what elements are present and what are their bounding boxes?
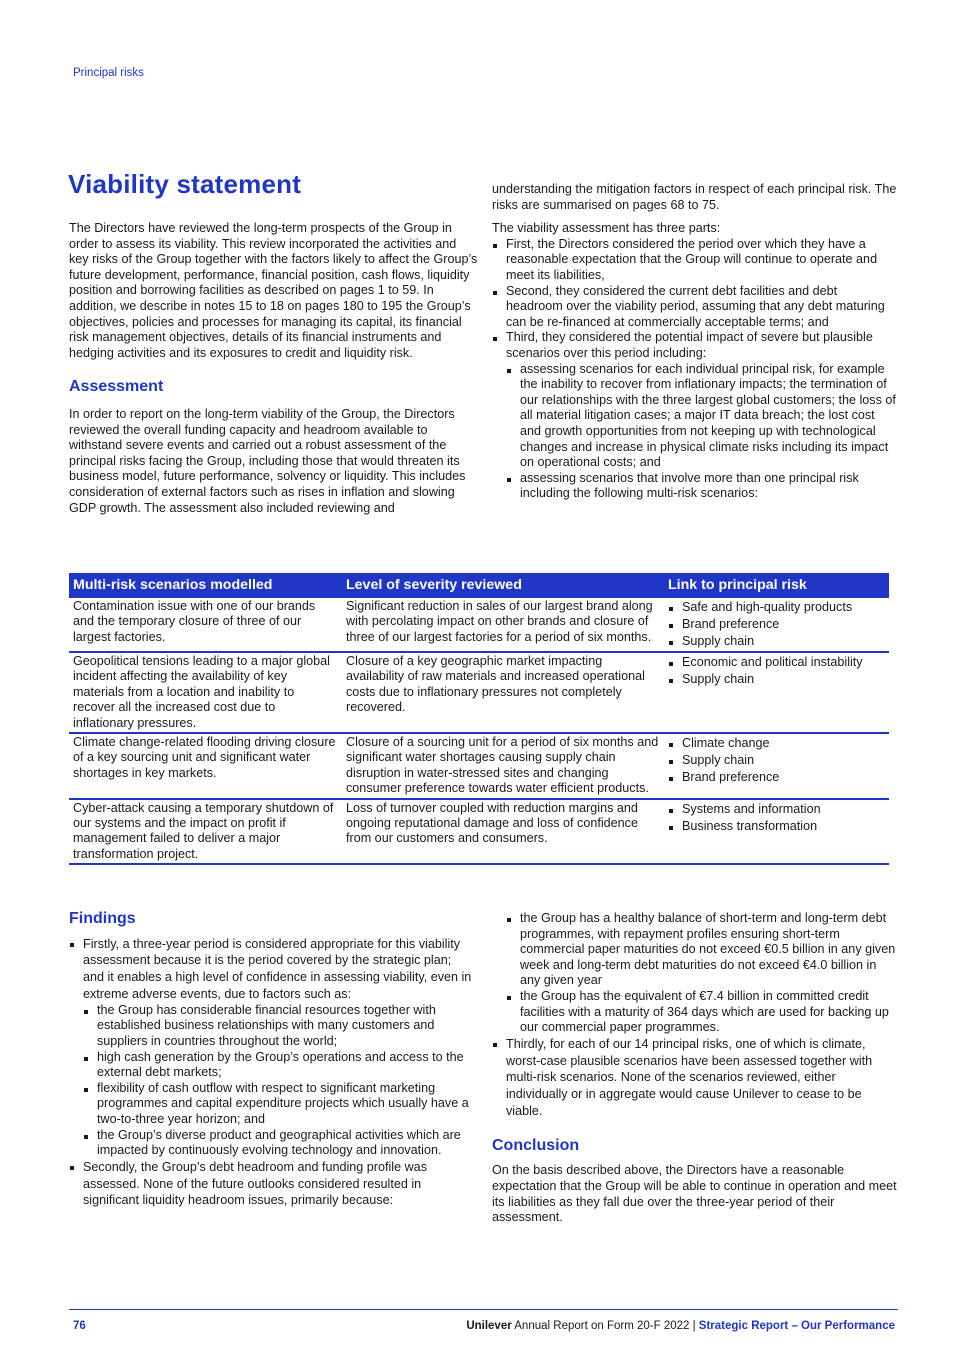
scenario-cell: Climate change-related flooding driving closure of a key sourcing unit and significant water shortages in key markets. xyxy=(69,733,342,799)
table-row xyxy=(69,652,889,733)
section-label: Principal risks xyxy=(73,67,144,79)
intro-paragraph: The Directors have reviewed the long-term prospects of the Group in order to assess its viability. This review incorporated the activities and key risks of the Group together with the factors likely to affect the Group’s future development, performance, financial position, cash flows, liquidity position and borrowing facilities as described on pages 1 to 59. In addition, we describe in notes 15 to 18 on pages 180 to 195 the Group’s objectives, policies and processes for managing its capital, its financial risk management objectives, details of its financial instruments and hedging activities and its exposures to credit and liquidity risk. xyxy=(69,221,478,360)
footer-brand: Unilever xyxy=(466,1320,512,1332)
list-item: the Group has the equivalent of €7.4 billion in committed credit facilities with a maturity of 364 days which are used for backing up our commercial paper programmes. xyxy=(506,989,898,1036)
list-item: Secondly, the Group’s debt headroom and funding profile was assessed. None of the future outlooks considered resulted in significant liquidity headroom issues, primarily because: xyxy=(69,1159,473,1209)
column-header: Link to principal risk xyxy=(664,573,889,598)
assessment-heading: Assessment xyxy=(69,378,164,396)
parts-intro: The viability assessment has three parts: xyxy=(492,221,721,236)
footer-divider xyxy=(69,1309,898,1310)
severity-cell: Significant reduction in sales of our largest brand along with percolating impact on other brands and closure of three of our largest factories for a period of six months. xyxy=(342,598,664,652)
links-cell xyxy=(664,598,889,652)
table-header-row xyxy=(69,573,889,598)
table-row xyxy=(69,799,889,865)
right-column-upper xyxy=(492,182,897,502)
findings-first-sublist xyxy=(83,1003,473,1159)
findings-heading: Findings xyxy=(69,910,136,927)
list-item: the Group has considerable financial resources together with established business relationships with many customers and suppliers in countries throughout the world; xyxy=(83,1003,473,1050)
footer-section-link[interactable]: Strategic Report – Our Performance xyxy=(698,1320,895,1332)
list-item: high cash generation by the Group’s operations and access to the external debt markets; xyxy=(83,1050,473,1081)
list-item: Thirdly, for each of our 14 principal risks, one of which is climate, worst-case plausible scenarios have been assessed together with multi-risk scenarios. None of the scenarios reviewed, either individually or in aggregate would cause Unilever to cease to be viable. xyxy=(492,1036,898,1120)
findings-section xyxy=(69,911,473,1209)
parts-list xyxy=(492,237,897,502)
findings-continued xyxy=(492,911,898,1226)
table-row xyxy=(69,733,889,799)
severity-cell: Loss of turnover coupled with reduction margins and ongoing reputational damage and loss of confidence from our customers and consumers. xyxy=(342,799,664,865)
risk-link-item: Brand preference xyxy=(668,616,885,633)
risk-link-item: Business transformation xyxy=(668,818,885,835)
list-item: the Group’s diverse product and geographical activities which are impacted by continuously evolving technology and innovation. xyxy=(83,1128,473,1159)
footer-report-title: Annual Report on Form 20-F 2022 | xyxy=(511,1320,699,1332)
list-item: flexibility of cash outflow with respect to significant marketing programmes and capital expenditure projects which usually have a two-to-three year horizon; and xyxy=(83,1081,473,1128)
left-column-upper xyxy=(69,221,479,516)
list-item: First, the Directors considered the period over which they have a reasonable expectation that the Group will continue to operate and meet its liabilities, xyxy=(492,237,897,284)
column-header: Level of severity reviewed xyxy=(342,573,664,598)
list-item: Second, they considered the current debt facilities and debt headroom over the viability period, assuming that any debt maturing can be re-financed at commercially acceptable terms; and xyxy=(492,284,897,331)
risk-link-item: Safe and high-quality products xyxy=(668,599,885,616)
risk-link-item: Climate change xyxy=(668,735,885,752)
risk-link-item: Supply chain xyxy=(668,671,885,688)
risk-link-item: Supply chain xyxy=(668,752,885,769)
assessment-paragraph: In order to report on the long-term viability of the Group, the Directors reviewed the overall funding capacity and headroom available to withstand severe events and carried out a robust assessment of the principal risks facing the Group, including those that would threaten its business model, future performance, solvency or liquidity. This includes consideration of external factors such as rises in inflation and slowing GDP growth. The assessment also included reviewing and xyxy=(69,406,466,515)
multi-risk-table xyxy=(69,573,889,865)
list-item xyxy=(69,936,473,1159)
list-item: assessing scenarios for each individual principal risk, for example the inability to recover from inflationary impacts; the termination of our relationships with the three largest global customers; the loss of all material litigation cases; a major IT data breach; the lost cost and growth opportunities from not keeping up with technological changes and increase in physical climate risks including its impact on operational costs; and xyxy=(506,362,897,471)
findings-third-list xyxy=(492,1036,898,1120)
list-item-text: Third, they considered the potential impact of severe but plausible scenarios over this period including: xyxy=(506,330,873,360)
page-title: Viability statement xyxy=(68,169,302,199)
severity-cell: Closure of a sourcing unit for a period of six months and significant water shortages causing supply chain disruption in water-stressed sites and changing consumer preference towards water efficient products. xyxy=(342,733,664,799)
scenario-cell: Geopolitical tensions leading to a major global incident affecting the availability of key materials from a location and inability to recover all the increased cost due to inflationary pressures. xyxy=(69,652,342,733)
list-item xyxy=(492,330,897,502)
page-number: 76 xyxy=(73,1320,86,1332)
scenario-cell: Contamination issue with one of our brands and the temporary closure of three of our largest factories. xyxy=(69,598,342,652)
risk-link-item: Economic and political instability xyxy=(668,654,885,671)
findings-second-sublist xyxy=(492,911,898,1036)
subparts-list xyxy=(506,362,897,502)
footer-report-info xyxy=(466,1319,895,1335)
links-cell xyxy=(664,799,889,865)
conclusion-heading: Conclusion xyxy=(492,1136,580,1154)
links-cell xyxy=(664,652,889,733)
table-row xyxy=(69,598,889,652)
list-item-text: Firstly, a three-year period is considered appropriate for this viability assessment because it is the period covered by the strategic plan; and it enables a high level of confidence in assessing viability, even in extreme adverse events, due to factors such as: xyxy=(83,936,472,1001)
scenario-cell: Cyber-attack causing a temporary shutdown of our systems and the impact on profit if management failed to deliver a major transformation project. xyxy=(69,799,342,865)
risk-link-item: Brand preference xyxy=(668,769,885,786)
conclusion-paragraph: On the basis described above, the Directors have a reasonable expectation that the Group will be able to continue in operation and meet its liabilities as they fall due over the three-year period of their assessment. xyxy=(492,1163,897,1225)
risk-link-item: Systems and information xyxy=(668,801,885,818)
risk-link-item: Supply chain xyxy=(668,633,885,650)
column-header: Multi-risk scenarios modelled xyxy=(69,573,342,598)
list-item: assessing scenarios that involve more than one principal risk including the following multi-risk scenarios: xyxy=(506,471,897,502)
severity-cell: Closure of a key geographic market impacting availability of raw materials and increased operational costs due to inflationary pressures not completely recovered. xyxy=(342,652,664,733)
assessment-continued: understanding the mitigation factors in respect of each principal risk. The risks are summarised on pages 68 to 75. xyxy=(492,182,897,212)
findings-list xyxy=(69,936,473,1210)
list-item: the Group has a healthy balance of short-term and long-term debt programmes, with repayment profiles ensuring short-term commercial paper maturities do not exceed €0.5 billion in any given week and long-term debt maturities do not exceed €4.0 billion in any given year xyxy=(506,911,898,989)
links-cell xyxy=(664,733,889,799)
